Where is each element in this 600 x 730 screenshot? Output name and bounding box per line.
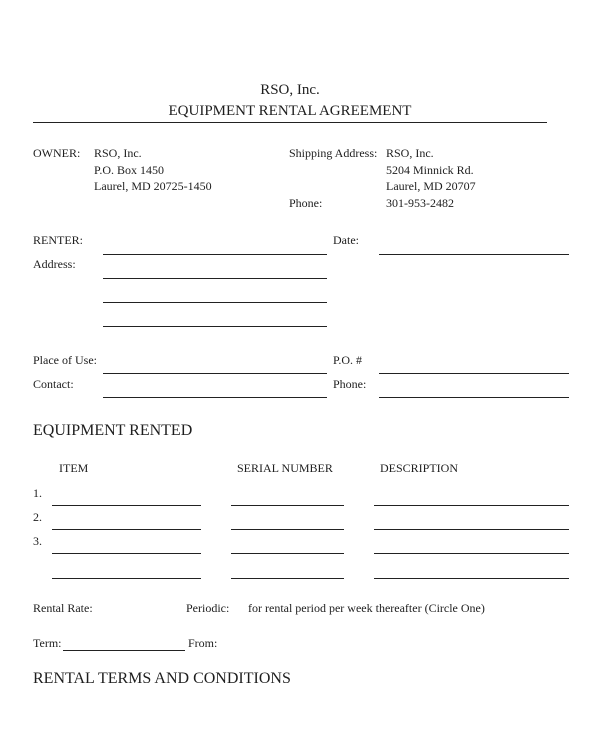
address-field-line2[interactable] [103,302,327,303]
row-number: 2. [33,510,42,524]
description-field[interactable] [374,529,569,530]
date-label: Date: [333,233,359,247]
shipping-address-line2: Laurel, MD 20707 [386,179,476,193]
periodic-label: Periodic: [186,601,230,615]
term-field[interactable] [63,650,185,651]
owner-label: OWNER: [33,146,81,160]
contact-field[interactable] [103,397,327,398]
serial-number-field[interactable] [231,578,344,579]
item-column-header: ITEM [59,461,89,475]
document-title: EQUIPMENT RENTAL AGREEMENT [168,103,412,119]
periodic-text: for rental period per week thereafter (Circle One) [248,601,485,615]
description-column-header: DESCRIPTION [380,461,459,475]
equipment-rented-heading: EQUIPMENT RENTED [33,422,193,439]
contact-label: Contact: [33,377,74,391]
po-number-label: P.O. # [333,353,363,367]
date-field[interactable] [379,254,569,255]
item-field[interactable] [52,578,201,579]
serial-number-field[interactable] [231,505,344,506]
row-number: 3. [33,534,42,548]
owner-name: RSO, Inc. [94,146,142,160]
renter-label: RENTER: [33,233,83,247]
item-field[interactable] [52,553,201,554]
header-rule [33,122,547,123]
po-number-field[interactable] [379,373,569,374]
company-name: RSO, Inc. [260,82,320,98]
term-label: Term: [33,636,62,650]
description-field[interactable] [374,505,569,506]
place-of-use-field[interactable] [103,373,327,374]
owner-address-line1: P.O. Box 1450 [94,163,165,177]
renter-name-field[interactable] [103,254,327,255]
description-field[interactable] [374,553,569,554]
address-field-line3[interactable] [103,326,327,327]
item-field[interactable] [52,505,201,506]
place-of-use-label: Place of Use: [33,353,97,367]
address-field-line1[interactable] [103,278,327,279]
serial-number-field[interactable] [231,529,344,530]
shipping-phone: 301-953-2482 [386,196,454,210]
shipping-address-label: Shipping Address: [289,146,378,160]
rental-rate-label: Rental Rate: [33,601,93,615]
owner-address-line2: Laurel, MD 20725-1450 [94,179,212,193]
shipping-name: RSO, Inc. [386,146,434,160]
description-field[interactable] [374,578,569,579]
address-label: Address: [33,257,76,271]
serial-number-column-header: SERIAL NUMBER [237,461,333,475]
item-field[interactable] [52,529,201,530]
shipping-address-line1: 5204 Minnick Rd. [386,163,474,177]
serial-number-field[interactable] [231,553,344,554]
shipping-phone-label: Phone: [289,196,323,210]
row-number: 1. [33,486,42,500]
renter-phone-label: Phone: [333,377,367,391]
rental-terms-heading: RENTAL TERMS AND CONDITIONS [33,670,291,687]
renter-phone-field[interactable] [379,397,569,398]
from-label: From: [188,636,218,650]
